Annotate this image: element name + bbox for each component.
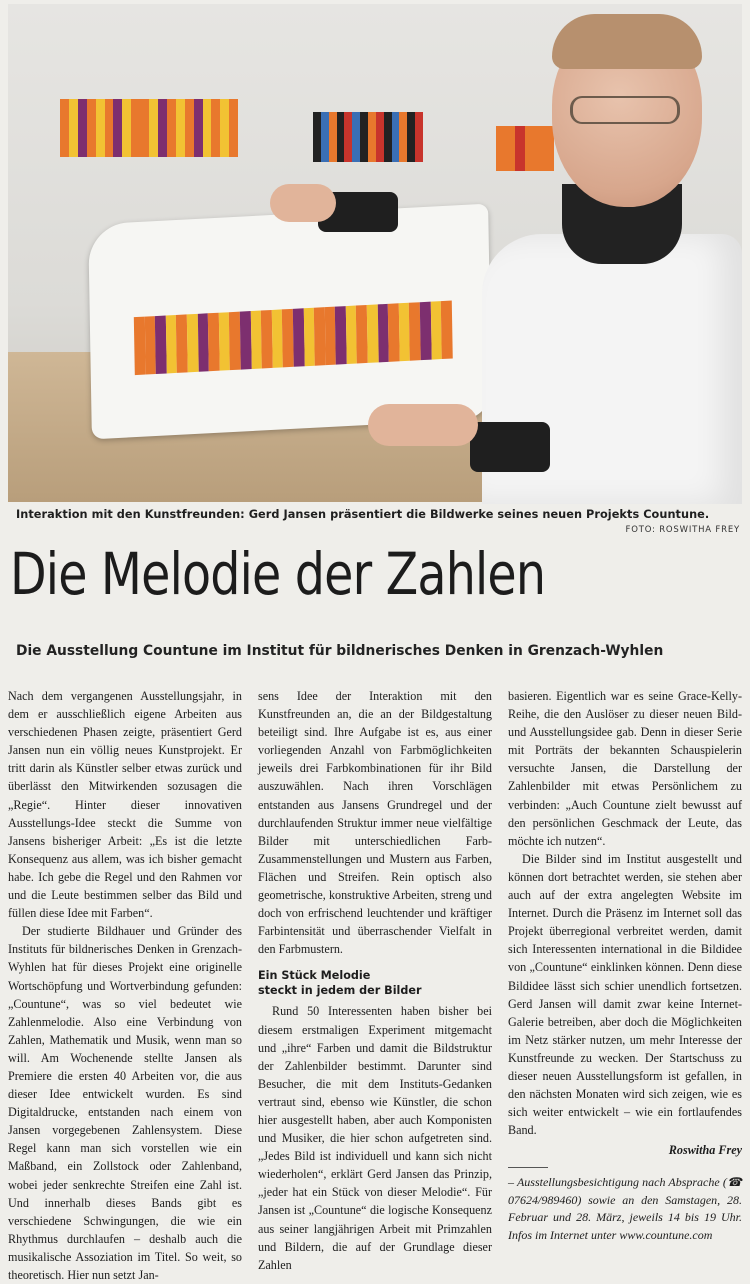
stripe <box>337 112 345 162</box>
stripe <box>122 99 131 157</box>
stripe <box>220 99 229 157</box>
stripe <box>368 112 376 162</box>
paragraph: Die Bilder sind im Institut ausgestellt und können dort betrachtet werden, sie stehen aber auch auf der extra angelegten Website im Internet. Durch die Präsenz im Internet soll das Projekt überregional verbreitet werden, damit sich Interessenten international in die Bildidee von „Countune“ einklinken können. Denn diese Bildidee lässt sich schier unendlich fortsetzen. Gerd Jansen will damit zwar keine Internet-Galerie betreiben, aber doch die Möglichkeiten im Netz stärker nutzen, um mehr Interesse der Kunstfreunde zu wecken. Der Startschuss zu dieser neuen Ausstellungsform ist gefallen, in den nächsten Monaten wird sich zeigen, wie es sich weiter entwickelt – wie ein fortlaufendes Band. <box>508 851 742 1138</box>
stripe <box>203 99 212 157</box>
paragraph: Rund 50 Interessenten haben bisher bei diesem erstmaligen Experiment mitgemacht und „ihre“ Farben und damit die Bildstruktur der Zahlenbilder bestimmt. Darunter sind Besucher, die mit dem Instituts-Gedanken vertraut sind, ebenso wie Künstler, die schon hier ausgestellt haben, aber auch Komponisten und Musiker, die hier schon aufgetreten sind. „Jedes Bild ist individuell und kann sich nicht wiederholen“, erklärt Gerd Jansen das Prinzip, „jeder hat ein Stück von dieser Melodie“. Für Jansen ist „Countune“ die logische Konsequenz aus seiner langjährigen Arbeit mit Primzahlen und Bildern, die auf der Grundlage dieser Zahlen <box>258 1004 492 1272</box>
exhibition-info: – Ausstellungsbesichtigung nach Absprache (☎ 07624/989460) sowie an den Samstagen, 28. Februar und 28. März, jeweils 14 bis 19 Uhr. Infos im Internet unter www.countune.com <box>508 1175 742 1242</box>
stripe <box>158 99 167 157</box>
person-cuff-right <box>470 422 550 472</box>
stripe <box>515 126 525 171</box>
stripe <box>384 112 392 162</box>
stripe <box>407 112 415 162</box>
stripe <box>313 112 321 162</box>
stripe <box>140 99 149 157</box>
stripe <box>69 99 78 157</box>
stripe <box>194 99 203 157</box>
stripe <box>399 112 407 162</box>
stripe <box>60 99 69 157</box>
divider <box>508 1167 548 1168</box>
intertitle-line: steckt in jedem der Bilder <box>258 984 422 998</box>
stripe <box>441 301 453 360</box>
paragraph: sens Idee der Interaktion mit den Kunstfreunden an, die an der Bildgestaltung beteiligt sind. Ihre Aufgabe ist es, aus einer vorliegenden Anzahl von Farbmöglichkeiten jeweils drei Farbkombinationen für ihr Bild auszuwählen. Nach ihren Vorschlägen entstanden aus Jansens Grundregel und der durchlaufenden Struktur immer neue vielfältige Bilder mit unterschiedlichen Farb-Zusammenstellungen und Mustern aus Farben, Flächen und Streifen. Rein optisch also geometrische, konstruktive Arbeiten, streng und doch von erfrischend leuchtender und kräftiger Farbintensität und überraschender Vielfalt in den Farbmustern. <box>258 689 492 957</box>
stripe <box>96 99 105 157</box>
stripe <box>229 99 238 157</box>
paragraph: Nach dem vergangenen Ausstellungsjahr, in dem er ausschließlich eigene Arbeiten aus verschiedenen Phasen zeigte, präsentiert Gerd Jansen nun ein völlig neues Kunstprojekt. Er tritt darin als Künstler selber etwas zurück und überlässt den Mitwirkenden sozusagen die „Regie“. Hinter dieser innovativen Ausstellungs-Idee steckt die Summe von Jansens bisheriger Arbeit: „Es ist die letzte Konsequenz aus allem, was ich bisher gemacht habe. Ich gebe die Regel und den Rahmen vor und die Leute bestimmen selber das Bild und füllen diese Idee mit Farben“. <box>8 689 242 921</box>
article-headline: Die Melodie der Zahlen <box>10 540 546 608</box>
wall-artwork-left <box>60 99 238 157</box>
stripe <box>535 126 545 171</box>
stripe <box>344 112 352 162</box>
stripe <box>329 112 337 162</box>
stripe <box>131 99 140 157</box>
stripe <box>321 112 329 162</box>
article-column-3 <box>508 687 742 1244</box>
wall-artwork-center <box>313 112 423 162</box>
stripe <box>87 99 96 157</box>
person-glasses <box>570 96 680 124</box>
stripe <box>113 99 122 157</box>
photo-caption: Interaktion mit den Kunstfreunden: Gerd Jansen präsentiert die Bildwerke seines neuen Projekts Countune. <box>16 508 710 521</box>
article-intertitle <box>258 968 492 998</box>
stripe <box>105 99 114 157</box>
article-column-1 <box>8 687 242 1284</box>
article-column-2 <box>258 687 492 1274</box>
intertitle-line: Ein Stück Melodie <box>258 969 371 983</box>
stripe <box>506 126 516 171</box>
wall-artwork-right <box>496 126 554 171</box>
presented-artwork <box>134 301 453 376</box>
paragraph: basieren. Eigentlich war es seine Grace-Kelly-Reihe, die den Auslöser zu dieser neuen Bild- und Ausstellungsidee gab. Denn in dieser Serie mit Porträts der bekannten Schauspielerin versuchte Jansen, die Darstellung der Zahlenbilder mit etwas Persönlichem zu verbinden: „Auch Countune zielt bewusst auf den persönlichen Geschmack der Leute, das möchte ich nutzen“. <box>508 689 742 848</box>
stripe <box>360 112 368 162</box>
stripe <box>496 126 506 171</box>
article-author: Roswitha Frey <box>668 1143 742 1158</box>
stripe <box>415 112 423 162</box>
stripe <box>185 99 194 157</box>
stripe <box>352 112 360 162</box>
stripe <box>78 99 87 157</box>
article-subhead: Die Ausstellung Countune im Institut für bildnerisches Denken in Grenzach-Wyhlen <box>16 643 664 659</box>
stripe <box>176 99 185 157</box>
paragraph: Der studierte Bildhauer und Gründer des Instituts für bildnerisches Denken in Grenzach-Wyhlen hat für dieses Projekt eine originelle Wortschöpfung und Wortverbindung gefunden: „Countune“, was so viel bedeutet wie Zahlenmelodie. Also eine Verbindung von Zahlen, Mathematik und Musik, wenn man so will. Am Wochenende stellte Jansen als Premiere die ersten 40 Arbeiten vor, die aus dieser Idee entwickelt wurden. Es sind Digitaldrucke, entstanden nach einem von Jansen vorgegebenen Zahlensystem. Diese Regel kann man sich vorstellen wie ein Maßband, ein Zollstock oder Zahlenband, wobei jeder senkrechte Streifen eine Zahl ist. Und innerhalb dieses Bands gibt es verschiedene Schwingungen, die wie ein Rhythmus durchlaufen – deshalb auch die musikalische Assoziation im Titel. So weit, so theoretisch. Hier nun setzt Jan- <box>8 924 242 1282</box>
stripe <box>392 112 400 162</box>
stripe <box>149 99 158 157</box>
article-photo <box>8 4 742 502</box>
person-hair <box>552 14 702 69</box>
photo-credit: FOTO: ROSWITHA FREY <box>625 525 740 535</box>
stripe <box>525 126 535 171</box>
stripe <box>211 99 220 157</box>
stripe <box>376 112 384 162</box>
person-hand-left <box>270 184 336 222</box>
person-hand-right <box>368 404 478 446</box>
stripe <box>167 99 176 157</box>
